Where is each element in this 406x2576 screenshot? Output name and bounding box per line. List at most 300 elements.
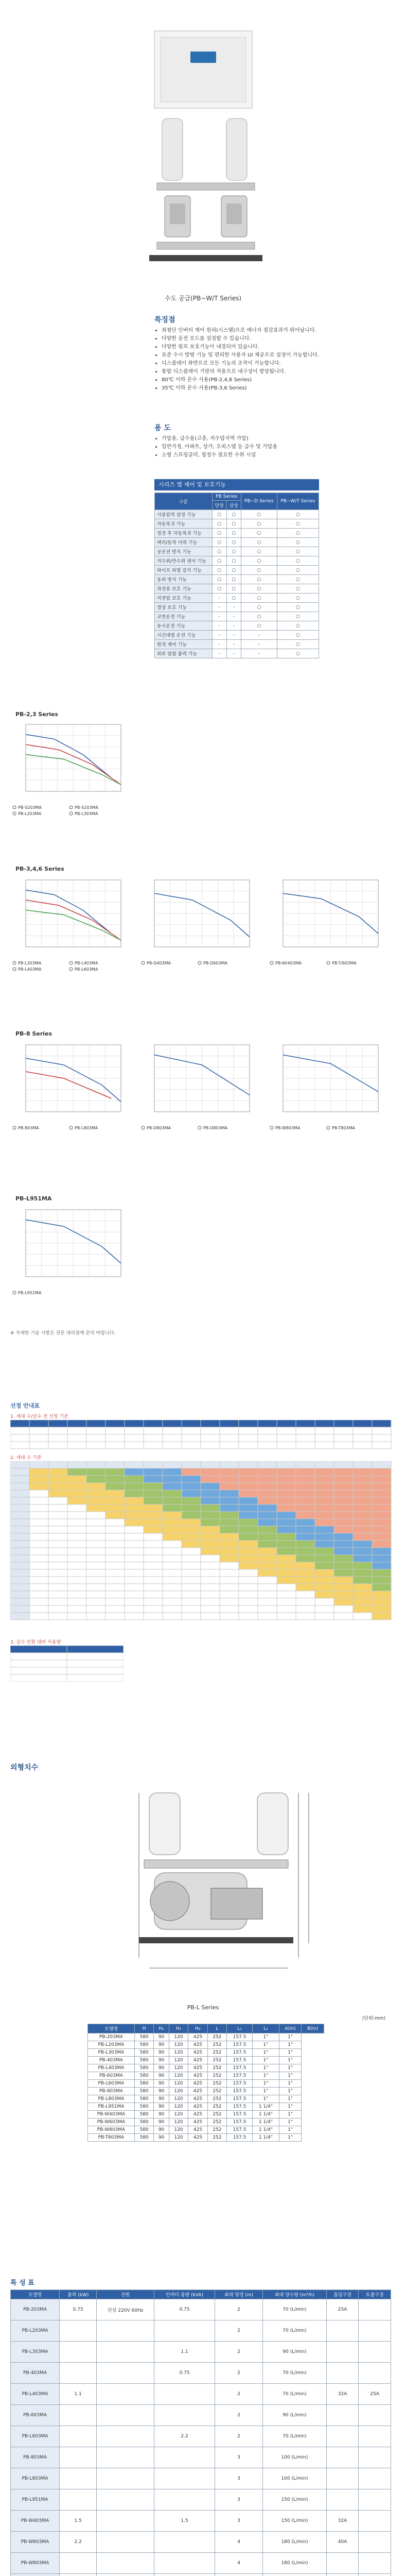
grid-cell	[29, 1577, 48, 1584]
table-cell: 교번운전 기능	[155, 612, 213, 621]
grid-cell	[258, 1562, 277, 1569]
grid-cell	[220, 1512, 239, 1519]
grid-cell	[144, 1427, 163, 1434]
grid-cell	[258, 1442, 277, 1449]
grid-cell	[372, 1512, 391, 1519]
grid-cell	[182, 1483, 201, 1490]
grid-cell	[144, 1490, 163, 1497]
table-row	[155, 538, 319, 547]
table-cell: 90	[154, 2103, 169, 2111]
grid-cell	[10, 1674, 67, 1682]
grid-cell	[125, 1613, 144, 1620]
table-cell	[60, 2553, 97, 2574]
dimension-drawing	[0, 1783, 406, 2004]
legend-label: PB-D803MA	[203, 1126, 228, 1130]
table-cell: 157.5	[227, 2057, 253, 2064]
table-cell: 252	[207, 2057, 227, 2064]
table-cell: ○	[212, 547, 226, 556]
chart3-title: PB-8 Series	[15, 1030, 52, 1037]
chart4	[10, 1205, 129, 1308]
table-cell	[97, 2511, 154, 2532]
grid-cell	[163, 1476, 182, 1483]
table-cell	[97, 2574, 154, 2576]
charts-section	[0, 711, 406, 1396]
col-header: 최대 양수량 (m³/h)	[263, 2290, 326, 2299]
grid-cell	[125, 1497, 144, 1504]
legend-marker	[270, 1126, 273, 1129]
table-cell: PB-603MA	[88, 2072, 135, 2080]
table-cell: 157.5	[227, 2119, 253, 2126]
grid-cell	[67, 1476, 86, 1483]
table-cell: 2.2	[60, 2532, 97, 2553]
grid-cell	[105, 1533, 125, 1540]
dimension-title: 외형치수	[10, 1764, 39, 1772]
table-cell: 1"	[279, 2126, 302, 2134]
grid-cell	[220, 1605, 239, 1613]
grid-cell	[220, 1442, 239, 1449]
grid-cell	[239, 1584, 258, 1591]
table-cell: 25A	[359, 2384, 391, 2405]
table-cell	[215, 2574, 262, 2576]
grid-cell	[201, 1562, 220, 1569]
table-cell: 425	[188, 2049, 208, 2057]
grid-cell	[48, 1548, 67, 1555]
grid-cell	[29, 1427, 48, 1434]
grid-cell	[201, 1427, 220, 1434]
grid-cell	[315, 1519, 334, 1526]
table-cell: -	[226, 612, 241, 621]
grid-cell	[334, 1420, 353, 1427]
grid-cell	[144, 1569, 163, 1577]
table-row	[155, 612, 319, 621]
table-cell: 90	[154, 2064, 169, 2072]
grid-cell	[220, 1577, 239, 1584]
grid-cell	[67, 1420, 86, 1427]
grid-cell	[144, 1577, 163, 1584]
table-cell: 252	[207, 2072, 227, 2080]
features-section	[0, 314, 406, 428]
grid-cell	[201, 1584, 220, 1591]
table-cell: 1.1	[154, 2342, 215, 2363]
table-cell: 252	[207, 2033, 227, 2041]
table-cell: 252	[207, 2049, 227, 2057]
table-cell: PB-803MA	[11, 2447, 60, 2468]
table-cell: -	[212, 594, 226, 603]
grid-cell	[239, 1591, 258, 1598]
grid-cell	[144, 1555, 163, 1562]
table-row	[155, 640, 319, 649]
grid-cell	[334, 1605, 353, 1613]
grid-cell	[163, 1512, 182, 1519]
grid-cell	[86, 1569, 105, 1577]
grid-cell	[105, 1526, 125, 1533]
grid-cell	[296, 1540, 315, 1548]
grid-cell	[220, 1476, 239, 1483]
grid-cell	[163, 1605, 182, 1613]
spec-title: 특 성 표	[10, 2279, 34, 2287]
grid-cell	[48, 1605, 67, 1613]
table-cell: 425	[188, 2119, 208, 2126]
grid-cell	[277, 1434, 296, 1442]
chart1	[10, 719, 129, 822]
grid-cell	[67, 1613, 86, 1620]
table-cell: -	[241, 631, 277, 640]
grid-cell	[163, 1569, 182, 1577]
grid-cell	[258, 1512, 277, 1519]
grid-cell	[182, 1613, 201, 1620]
grid-cell	[372, 1490, 391, 1497]
table-cell: ○	[226, 594, 241, 603]
table-cell: PB-L203MA	[11, 2320, 60, 2342]
grid-cell	[220, 1420, 239, 1427]
table-row	[155, 631, 319, 640]
grid-cell	[182, 1468, 201, 1476]
chart3a	[10, 1040, 129, 1143]
table-cell: 정전 후 자동복귀 기능	[155, 529, 213, 538]
grid-cell	[48, 1519, 67, 1526]
grid-cell	[182, 1476, 201, 1483]
grid-cell	[334, 1555, 353, 1562]
table-cell: ○	[226, 566, 241, 575]
table-cell	[154, 2532, 215, 2553]
legend-marker	[142, 1126, 145, 1129]
legend-label: PB-L303MA	[18, 961, 42, 965]
table-cell: PB-L403MA	[88, 2064, 135, 2072]
grid-cell	[239, 1569, 258, 1577]
table-row	[88, 2103, 324, 2111]
grid-cell	[372, 1555, 391, 1562]
table-cell: 32A	[326, 2511, 359, 2532]
grid-cell	[67, 1512, 86, 1519]
table-cell: 90	[154, 2057, 169, 2064]
grid-cell	[48, 1497, 67, 1504]
table-cell	[326, 2342, 359, 2363]
grid-cell	[353, 1442, 372, 1449]
table-cell: ○	[212, 538, 226, 547]
table-cell	[11, 2574, 60, 2576]
table-cell: 1"	[252, 2080, 279, 2088]
table-cell: 252	[207, 2041, 227, 2049]
table-cell: 90	[154, 2095, 169, 2103]
grid-cell	[67, 1646, 123, 1653]
table-cell	[359, 2489, 391, 2511]
table-cell: 1"	[279, 2111, 302, 2119]
grid-cell	[277, 1591, 296, 1598]
table-cell	[97, 2489, 154, 2511]
grid-cell	[277, 1442, 296, 1449]
table-row	[88, 2064, 324, 2072]
grid-cell	[144, 1562, 163, 1569]
table-row	[88, 2033, 324, 2041]
table-cell: 580	[134, 2057, 154, 2064]
legend-label: PB-L403MA	[18, 967, 42, 972]
table-cell: ○	[241, 594, 277, 603]
grid-cell	[258, 1533, 277, 1540]
grid-cell	[125, 1468, 144, 1476]
grid-cell	[296, 1468, 315, 1476]
grid-cell	[86, 1442, 105, 1449]
grid-cell	[125, 1569, 144, 1577]
table-cell: 180 (L/min)	[263, 2532, 326, 2553]
legend-marker	[327, 1126, 330, 1129]
grid-cell	[182, 1562, 201, 1569]
grid-cell	[144, 1442, 163, 1449]
grid-cell	[220, 1483, 239, 1490]
grid-cell	[10, 1490, 29, 1497]
grid-cell	[48, 1569, 67, 1577]
table-cell: 2	[215, 2426, 262, 2447]
col-header: 단상	[212, 501, 226, 510]
grid-cell	[105, 1497, 125, 1504]
grid-cell	[296, 1555, 315, 1562]
grid-cell	[277, 1540, 296, 1548]
grid-cell	[220, 1490, 239, 1497]
table-cell: PB-W403MA	[88, 2111, 135, 2119]
table-cell: 1.5	[154, 2511, 215, 2532]
chart2-title: PB-3,4,6 Series	[15, 866, 64, 872]
grid-cell	[10, 1483, 29, 1490]
table-cell: 252	[207, 2119, 227, 2126]
grid-cell	[296, 1512, 315, 1519]
grid-cell	[29, 1555, 48, 1562]
grid-cell	[29, 1420, 48, 1427]
grid-cell	[296, 1483, 315, 1490]
function-table	[154, 493, 319, 658]
selection-sub3: 3. 급수 인원 대비 사용량	[10, 1640, 61, 1645]
spec-section	[0, 2277, 406, 2576]
grid-cell	[334, 1569, 353, 1577]
grid-cell	[239, 1526, 258, 1533]
table-cell: 1.1	[60, 2384, 97, 2405]
grid-cell	[315, 1569, 334, 1577]
table-cell: 2	[215, 2363, 262, 2384]
grid-cell	[277, 1605, 296, 1613]
grid-cell	[67, 1584, 86, 1591]
table-cell: ○	[212, 519, 226, 529]
grid-cell	[163, 1497, 182, 1504]
grid-cell	[48, 1483, 67, 1490]
grid-cell	[315, 1591, 334, 1598]
table-row	[11, 2553, 391, 2574]
grid-cell	[334, 1613, 353, 1620]
table-cell: ○	[277, 612, 319, 621]
table-cell: 공운전 방지 기능	[155, 547, 213, 556]
grid-cell	[201, 1512, 220, 1519]
table-cell: 2.2	[154, 2426, 215, 2447]
table-cell: 425	[188, 2111, 208, 2119]
grid-cell	[86, 1483, 105, 1490]
table-cell: 4	[215, 2553, 262, 2574]
table-cell	[154, 2553, 215, 2574]
table-cell: PB-W803MA	[11, 2553, 60, 2574]
grid-cell	[239, 1540, 258, 1548]
table-cell: 70 (L/min)	[263, 2384, 326, 2405]
grid-cell	[67, 1674, 123, 1682]
grid-cell	[10, 1660, 67, 1667]
table-cell: 157.5	[227, 2095, 253, 2103]
table-cell: 90	[154, 2126, 169, 2134]
col-header: 전원	[97, 2290, 154, 2299]
grid-cell	[144, 1461, 163, 1468]
table-cell: 파이프 파열 감지 기능	[155, 566, 213, 575]
grid-cell	[315, 1562, 334, 1569]
selection-section	[0, 1401, 406, 1752]
grid-cell	[10, 1519, 29, 1526]
table-cell: ○	[241, 556, 277, 566]
grid-cell	[182, 1434, 201, 1442]
grid-cell	[144, 1540, 163, 1548]
table-cell: ○	[277, 603, 319, 612]
legend-label: PB-L203MA	[18, 811, 42, 816]
grid-cell	[163, 1540, 182, 1548]
table-row	[155, 529, 319, 538]
grid-cell	[334, 1533, 353, 1540]
grid-cell	[277, 1562, 296, 1569]
grid-cell	[220, 1468, 239, 1476]
table-cell: -	[212, 631, 226, 640]
grid-cell	[372, 1605, 391, 1613]
table-cell: ○	[277, 519, 319, 529]
table-cell: -	[212, 640, 226, 649]
grid-cell	[86, 1497, 105, 1504]
grid-cell	[182, 1504, 201, 1512]
selection-sub2: 2. 세대 수 기준	[10, 1455, 42, 1461]
grid-cell	[296, 1497, 315, 1504]
table-cell: 580	[134, 2064, 154, 2072]
grid-cell	[86, 1512, 105, 1519]
grid-cell	[29, 1434, 48, 1442]
grid-cell	[86, 1476, 105, 1483]
feature-item: • 디스플레이 화면으로 모든 기능의 조작이 가능합니다.	[162, 360, 398, 368]
grid-cell	[334, 1584, 353, 1591]
table-cell: 100 (L/min)	[263, 2468, 326, 2489]
grid-cell	[10, 1562, 29, 1569]
table-cell: -	[212, 612, 226, 621]
col-header: H₂	[169, 2024, 188, 2033]
grid-cell	[48, 1526, 67, 1533]
grid-cell	[86, 1504, 105, 1512]
table-cell: 1"	[279, 2134, 302, 2142]
grid-cell	[67, 1461, 86, 1468]
table-cell: ○	[277, 621, 319, 631]
grid-cell	[277, 1569, 296, 1577]
table-cell: 120	[169, 2126, 188, 2134]
grid-cell	[144, 1468, 163, 1476]
table-cell: 120	[169, 2080, 188, 2088]
grid-cell	[29, 1504, 48, 1512]
grid-cell	[258, 1519, 277, 1526]
chart2a	[10, 875, 129, 978]
grid-cell	[372, 1468, 391, 1476]
grid-cell	[48, 1461, 67, 1468]
table-cell	[154, 2384, 215, 2405]
grid-cell	[29, 1468, 48, 1476]
grid-cell	[125, 1476, 144, 1483]
grid-cell	[315, 1533, 334, 1540]
table-cell: 120	[169, 2111, 188, 2119]
grid-cell	[220, 1461, 239, 1468]
grid-cell	[67, 1427, 86, 1434]
grid-cell	[334, 1434, 353, 1442]
table-cell: 1"	[279, 2088, 302, 2095]
grid-cell	[296, 1577, 315, 1584]
table-cell: 580	[134, 2095, 154, 2103]
table-row	[155, 594, 319, 603]
table-cell: 32A	[326, 2384, 359, 2405]
table-cell: PB-L303MA	[11, 2342, 60, 2363]
grid-cell	[182, 1540, 201, 1548]
grid-cell	[67, 1540, 86, 1548]
grid-cell	[239, 1548, 258, 1555]
table-row	[88, 2119, 324, 2126]
table-cell: 2	[215, 2384, 262, 2405]
grid-cell	[67, 1504, 86, 1512]
grid-cell	[48, 1468, 67, 1476]
grid-cell	[315, 1512, 334, 1519]
table-cell: ○	[277, 510, 319, 519]
grid-cell	[144, 1512, 163, 1519]
grid-cell	[372, 1434, 391, 1442]
grid-cell	[296, 1605, 315, 1613]
table-cell: 150 (L/min)	[263, 2511, 326, 2532]
grid-cell	[144, 1533, 163, 1540]
table-row	[88, 2080, 324, 2088]
legend-marker	[270, 961, 273, 964]
table-cell: ○	[226, 575, 241, 584]
table-cell: ○	[212, 575, 226, 584]
function-table-section	[0, 479, 406, 701]
grid-cell	[67, 1653, 123, 1660]
table-cell	[97, 2384, 154, 2405]
grid-cell	[239, 1598, 258, 1605]
table-cell: 1"	[279, 2064, 302, 2072]
grid-cell	[220, 1584, 239, 1591]
table-cell	[359, 2511, 391, 2532]
grid-cell	[372, 1497, 391, 1504]
grid-cell	[29, 1605, 48, 1613]
grid-cell	[48, 1476, 67, 1483]
legend-label: PB-D403MA	[147, 961, 171, 965]
table-cell	[154, 2447, 215, 2468]
table-row	[11, 2468, 391, 2489]
grid-cell	[372, 1476, 391, 1483]
grid-cell	[105, 1434, 125, 1442]
table-cell: 580	[134, 2103, 154, 2111]
selection-grid-1	[10, 1420, 396, 1451]
table-cell: 157.5	[227, 2049, 253, 2057]
table-cell: ○	[241, 529, 277, 538]
grid-cell	[277, 1504, 296, 1512]
table-cell: 90	[154, 2111, 169, 2119]
grid-cell	[353, 1519, 372, 1526]
col-header: 토출구경	[359, 2290, 391, 2299]
legend-label: PB-D803MA	[147, 1126, 171, 1130]
table-cell	[97, 2405, 154, 2426]
table-cell	[359, 2553, 391, 2574]
grid-cell	[10, 1461, 29, 1468]
grid-cell	[29, 1584, 48, 1591]
table-cell: -	[212, 621, 226, 631]
grid-cell	[220, 1540, 239, 1548]
grid-cell	[48, 1613, 67, 1620]
table-cell: PB-L603MA	[11, 2426, 60, 2447]
grid-cell	[105, 1490, 125, 1497]
table-cell: 580	[134, 2080, 154, 2088]
grid-cell	[239, 1613, 258, 1620]
col-header: B(in)	[302, 2024, 324, 2033]
grid-cell	[258, 1497, 277, 1504]
table-cell: 1"	[252, 2049, 279, 2057]
